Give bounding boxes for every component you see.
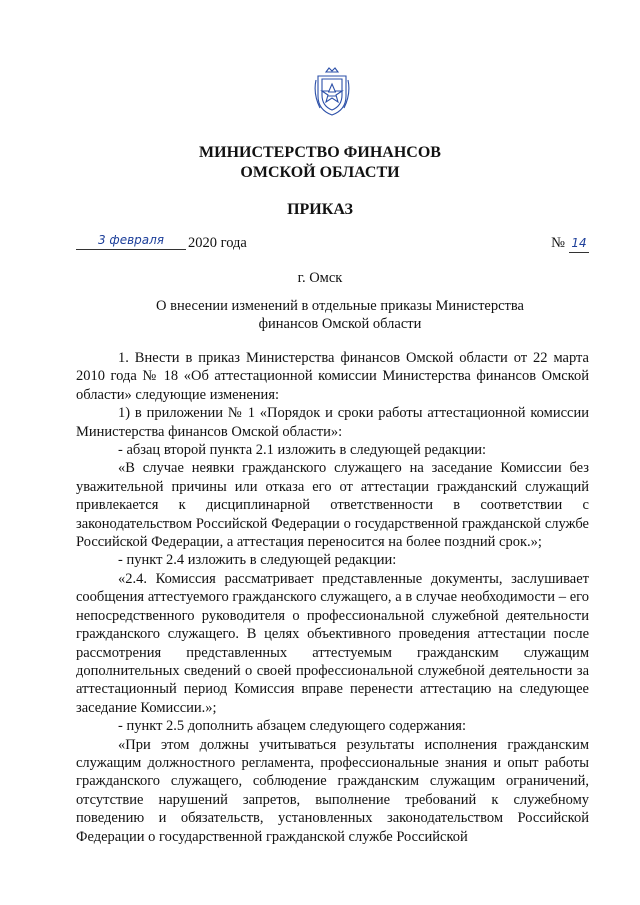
paragraph: - абзац второй пункта 2.1 изложить в следующей редакции: — [118, 442, 486, 459]
number-sign: № — [551, 235, 565, 251]
order-body — [76, 349, 589, 846]
handwritten-number: 14 — [569, 234, 589, 253]
paragraph: 1) в приложении № 1 «Порядок и сроки работы аттестационной комиссии Министерства финансов Омской области»: — [76, 405, 589, 440]
paragraph: «2.4. Комиссия рассматривает представленные документы, заслушивает сообщения аттестуемого гражданского служащего, а в случае необходимости – его непосредственного руководителя о профессиональной служебной деятельности гражданского служащего. В целях объективного проведения аттестации после рассмотрения представленных аттестуемым гражданским служащим дополнительных сведений о своей профессиональной служебной деятельности за аттестационный период Комиссия вправе перенести аттестацию на следующее заседание Комиссии.»; — [76, 570, 589, 716]
city-line: г. Омск — [297, 270, 343, 286]
ministry-title-line2: ОМСКОЙ ОБЛАСТИ — [240, 164, 400, 181]
date-number-row — [76, 234, 589, 254]
paragraph: - пункт 2.5 дополнить абзацем следующего содержания: — [118, 718, 466, 735]
omsk-region-coat-of-arms-icon — [314, 64, 350, 118]
date-year: 2020 года — [188, 235, 247, 251]
subject-line1: О внесении изменений в отдельные приказы Министерства — [156, 298, 524, 314]
paragraph: «В случае неявки гражданского служащего на заседание Комиссии без уважительной причины или отказа его от аттестации гражданский служащий привлекается к дисциплинарной ответственности в соответствии с законодательством Российской Федерации о государственной гражданской службе Российской Федерации, а аттестация переносится на более поздний срок.»; — [76, 460, 589, 551]
paragraph: «При этом должны учитываться результаты исполнения гражданским служащим должностного регламента, профессиональные знания и опыт работы гражданского служащего, соблюдение гражданским служащим ограничений, отсутствие нарушений запретов, выполнение требований к служебному поведению и обязательств, установленных законодательством Российской Федерации о государственной гражданской службе Российской — [76, 736, 589, 845]
document-type-title: ПРИКАЗ — [287, 201, 353, 218]
handwritten-date: 3 февраля — [76, 231, 186, 250]
paragraph: - пункт 2.4 изложить в следующей редакции: — [118, 552, 397, 569]
order-number — [551, 234, 589, 253]
paragraph: 1. Внести в приказ Министерства финансов Омской области от 22 марта 2010 года № 18 «Об аттестационной комиссии Министерства финансов Омской области» следующие изменения: — [76, 350, 589, 403]
ministry-title-line1: МИНИСТЕРСТВО ФИНАНСОВ — [199, 144, 441, 161]
subject-line2: финансов Омской области — [258, 316, 422, 332]
order-subject — [150, 297, 530, 333]
